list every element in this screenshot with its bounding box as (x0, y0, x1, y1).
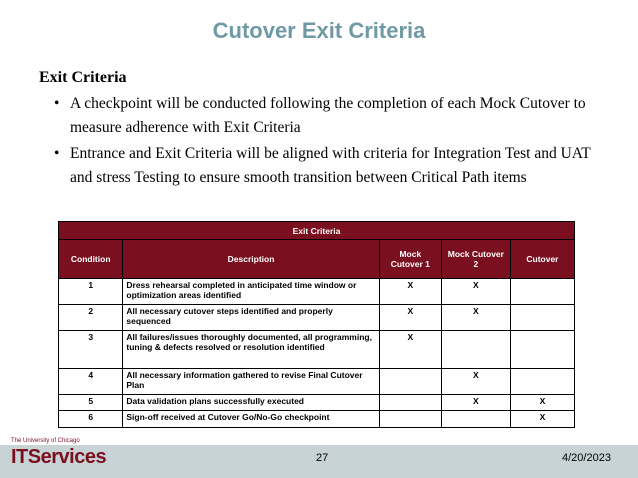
table-row (59, 395, 575, 411)
cell-mock-cutover-2: X (441, 369, 510, 395)
table-body (59, 279, 575, 428)
cell-condition: 1 (59, 279, 123, 305)
cell-cutover (510, 279, 574, 305)
cell-mock-cutover-1: X (379, 331, 441, 369)
cell-condition: 4 (59, 369, 123, 395)
cell-mock-cutover-1 (379, 411, 441, 428)
column-header-row (59, 240, 575, 279)
cell-cutover: X (510, 411, 574, 428)
column-header-description: Description (123, 240, 379, 279)
slide-date: 4/20/2023 (562, 452, 611, 464)
logo-university-text: The University of Chicago (11, 438, 80, 444)
bullet-list (52, 92, 612, 192)
cell-cutover: X (510, 395, 574, 411)
table-row (59, 411, 575, 428)
cell-description: Data validation plans successfully executed (123, 395, 379, 411)
bullet-text: A checkpoint will be conducted following the completion of each Mock Cutover to measure adherence with Exit Criteria (70, 95, 586, 136)
table-row (59, 331, 575, 369)
column-header-cutover: Cutover (510, 240, 574, 279)
bullet-dot: • (54, 95, 60, 112)
itservices-logo: ITServices (11, 446, 107, 468)
bullet-dot: • (54, 145, 60, 162)
table-row (59, 369, 575, 395)
cell-description: All failures/issues thoroughly documented, all programming, tuning & defects resolved or resolution identified (123, 331, 379, 369)
cell-condition: 5 (59, 395, 123, 411)
cell-mock-cutover-2: X (441, 395, 510, 411)
cell-description: All necessary information gathered to revise Final Cutover Plan (123, 369, 379, 395)
cell-condition: 3 (59, 331, 123, 369)
table-title: Exit Criteria (59, 222, 575, 240)
cell-mock-cutover-2: X (441, 279, 510, 305)
cell-description: Dress rehearsal completed in anticipated time window or optimization areas identified (123, 279, 379, 305)
cell-mock-cutover-2 (441, 331, 510, 369)
cell-cutover (510, 331, 574, 369)
column-header-mock-cutover-1: Mock Cutover 1 (379, 240, 441, 279)
cell-condition: 2 (59, 305, 123, 331)
cell-description: All necessary cutover steps identified and properly sequenced (123, 305, 379, 331)
cell-condition: 6 (59, 411, 123, 428)
bullet-text: Entrance and Exit Criteria will be aligned with criteria for Integration Test and UAT and stress Testing to ensure smooth transition between Critical Path items (70, 145, 591, 186)
bullet-item (52, 142, 612, 190)
cell-mock-cutover-2 (441, 411, 510, 428)
cell-mock-cutover-1 (379, 369, 441, 395)
table-row (59, 305, 575, 331)
cell-mock-cutover-2: X (441, 305, 510, 331)
section-heading: Exit Criteria (39, 69, 127, 86)
cell-cutover (510, 305, 574, 331)
cell-mock-cutover-1 (379, 395, 441, 411)
table-title-row (59, 222, 575, 240)
cell-cutover (510, 369, 574, 395)
bullet-item (52, 92, 612, 140)
column-header-mock-cutover-2: Mock Cutover 2 (441, 240, 510, 279)
table-row (59, 279, 575, 305)
column-header-condition: Condition (59, 240, 123, 279)
cell-mock-cutover-1: X (379, 305, 441, 331)
page-number: 27 (316, 452, 329, 464)
slide-title: Cutover Exit Criteria (212, 18, 426, 43)
table-header (59, 222, 575, 279)
exit-criteria-table (58, 221, 575, 428)
cell-mock-cutover-1: X (379, 279, 441, 305)
cell-description: Sign-off received at Cutover Go/No-Go checkpoint (123, 411, 379, 428)
